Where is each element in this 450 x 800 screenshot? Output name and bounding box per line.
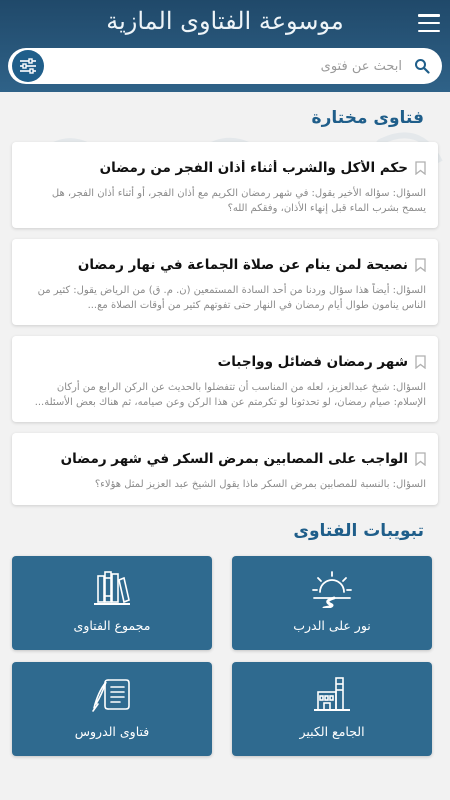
app-header bbox=[0, 0, 450, 92]
quill-scroll-icon bbox=[90, 674, 134, 714]
fatwa-title: نصيحة لمن ينام عن صلاة الجماعة في نهار رمضان bbox=[77, 257, 408, 273]
tile-label: الجامع الكبير bbox=[299, 724, 365, 739]
search-input[interactable] bbox=[50, 54, 402, 78]
bookmark-icon[interactable] bbox=[415, 355, 426, 369]
sliders-icon bbox=[19, 58, 37, 74]
menu-line-icon bbox=[418, 14, 440, 17]
filter-button[interactable] bbox=[12, 50, 44, 82]
fatwa-excerpt: السؤال: أيضاً هذا سؤال وردنا من أحد السادة المستمعين (ن. م. ق) من الرياض يقول: كثير من الناس ينامون طوال أيام رمضان في النهار حتى تفوتهم كثير من أوقات الصلاة مع... bbox=[37, 285, 426, 311]
fatwa-title: الواجب على المصابين بمرض السكر في شهر رمضان bbox=[60, 451, 408, 467]
fatwa-title: حكم الأكل والشرب أثناء أذان الفجر من رمضان bbox=[99, 160, 408, 176]
app-title-logo: موسوعة الفتاوى المازية bbox=[106, 7, 344, 35]
fatwa-excerpt: السؤال: بالنسبة للمصابين بمرض السكر ماذا يقول الشيخ عبد العزيز لمثل هؤلاء؟ bbox=[94, 479, 426, 490]
category-tile-majmu-alfatawa[interactable] bbox=[12, 556, 212, 650]
category-tile-nur-ala-aldarb[interactable] bbox=[232, 556, 432, 650]
hamburger-menu-button[interactable] bbox=[418, 14, 440, 32]
mosque-icon bbox=[310, 674, 354, 714]
bookshelf-icon bbox=[90, 568, 134, 608]
menu-line-icon bbox=[418, 22, 440, 25]
category-tile-fatawa-aldurus[interactable] bbox=[12, 662, 212, 756]
fatwa-excerpt: السؤال: شيخ عبدالعزيز، لعله من المناسب أن تتفضلوا بالحديث عن الركن الرابع من أركان الإسلام: صيام رمضان، لو تحدثونا لو تكرمتم عن هذا الركن وعن صيامه، ثم هناك بعض الأسئلة... bbox=[34, 382, 426, 408]
fatwa-card[interactable] bbox=[12, 433, 438, 505]
fatwa-card[interactable] bbox=[12, 142, 438, 228]
bookmark-icon[interactable] bbox=[415, 452, 426, 466]
tile-label: نور على الدرب bbox=[293, 618, 371, 633]
tile-label: مجموع الفتاوى bbox=[73, 618, 151, 633]
fatwa-card[interactable] bbox=[12, 239, 438, 325]
fatwa-card[interactable] bbox=[12, 336, 438, 422]
categories-section-title: تبويبات الفتاوى bbox=[293, 521, 424, 541]
bookmark-icon[interactable] bbox=[415, 258, 426, 272]
featured-section-title: فتاوى مختارة bbox=[311, 108, 424, 128]
fatwa-title: شهر رمضان فضائل وواجبات bbox=[217, 354, 408, 370]
search-icon[interactable] bbox=[414, 58, 430, 74]
sunrise-path-icon bbox=[310, 568, 354, 608]
bookmark-icon[interactable] bbox=[415, 161, 426, 175]
tile-label: فتاوى الدروس bbox=[74, 724, 150, 739]
menu-line-icon bbox=[418, 30, 440, 33]
category-tile-aljami-alkabir[interactable] bbox=[232, 662, 432, 756]
search-bar bbox=[8, 48, 442, 84]
fatwa-excerpt: السؤال: سؤاله الأخير يقول: في شهر رمضان الكريم مع أذان الفجر، أو أثناء أذان الفجر، هل يسمح بشرب الماء قبل إنهاء الأذان، وفقكم الله؟ bbox=[51, 188, 426, 214]
